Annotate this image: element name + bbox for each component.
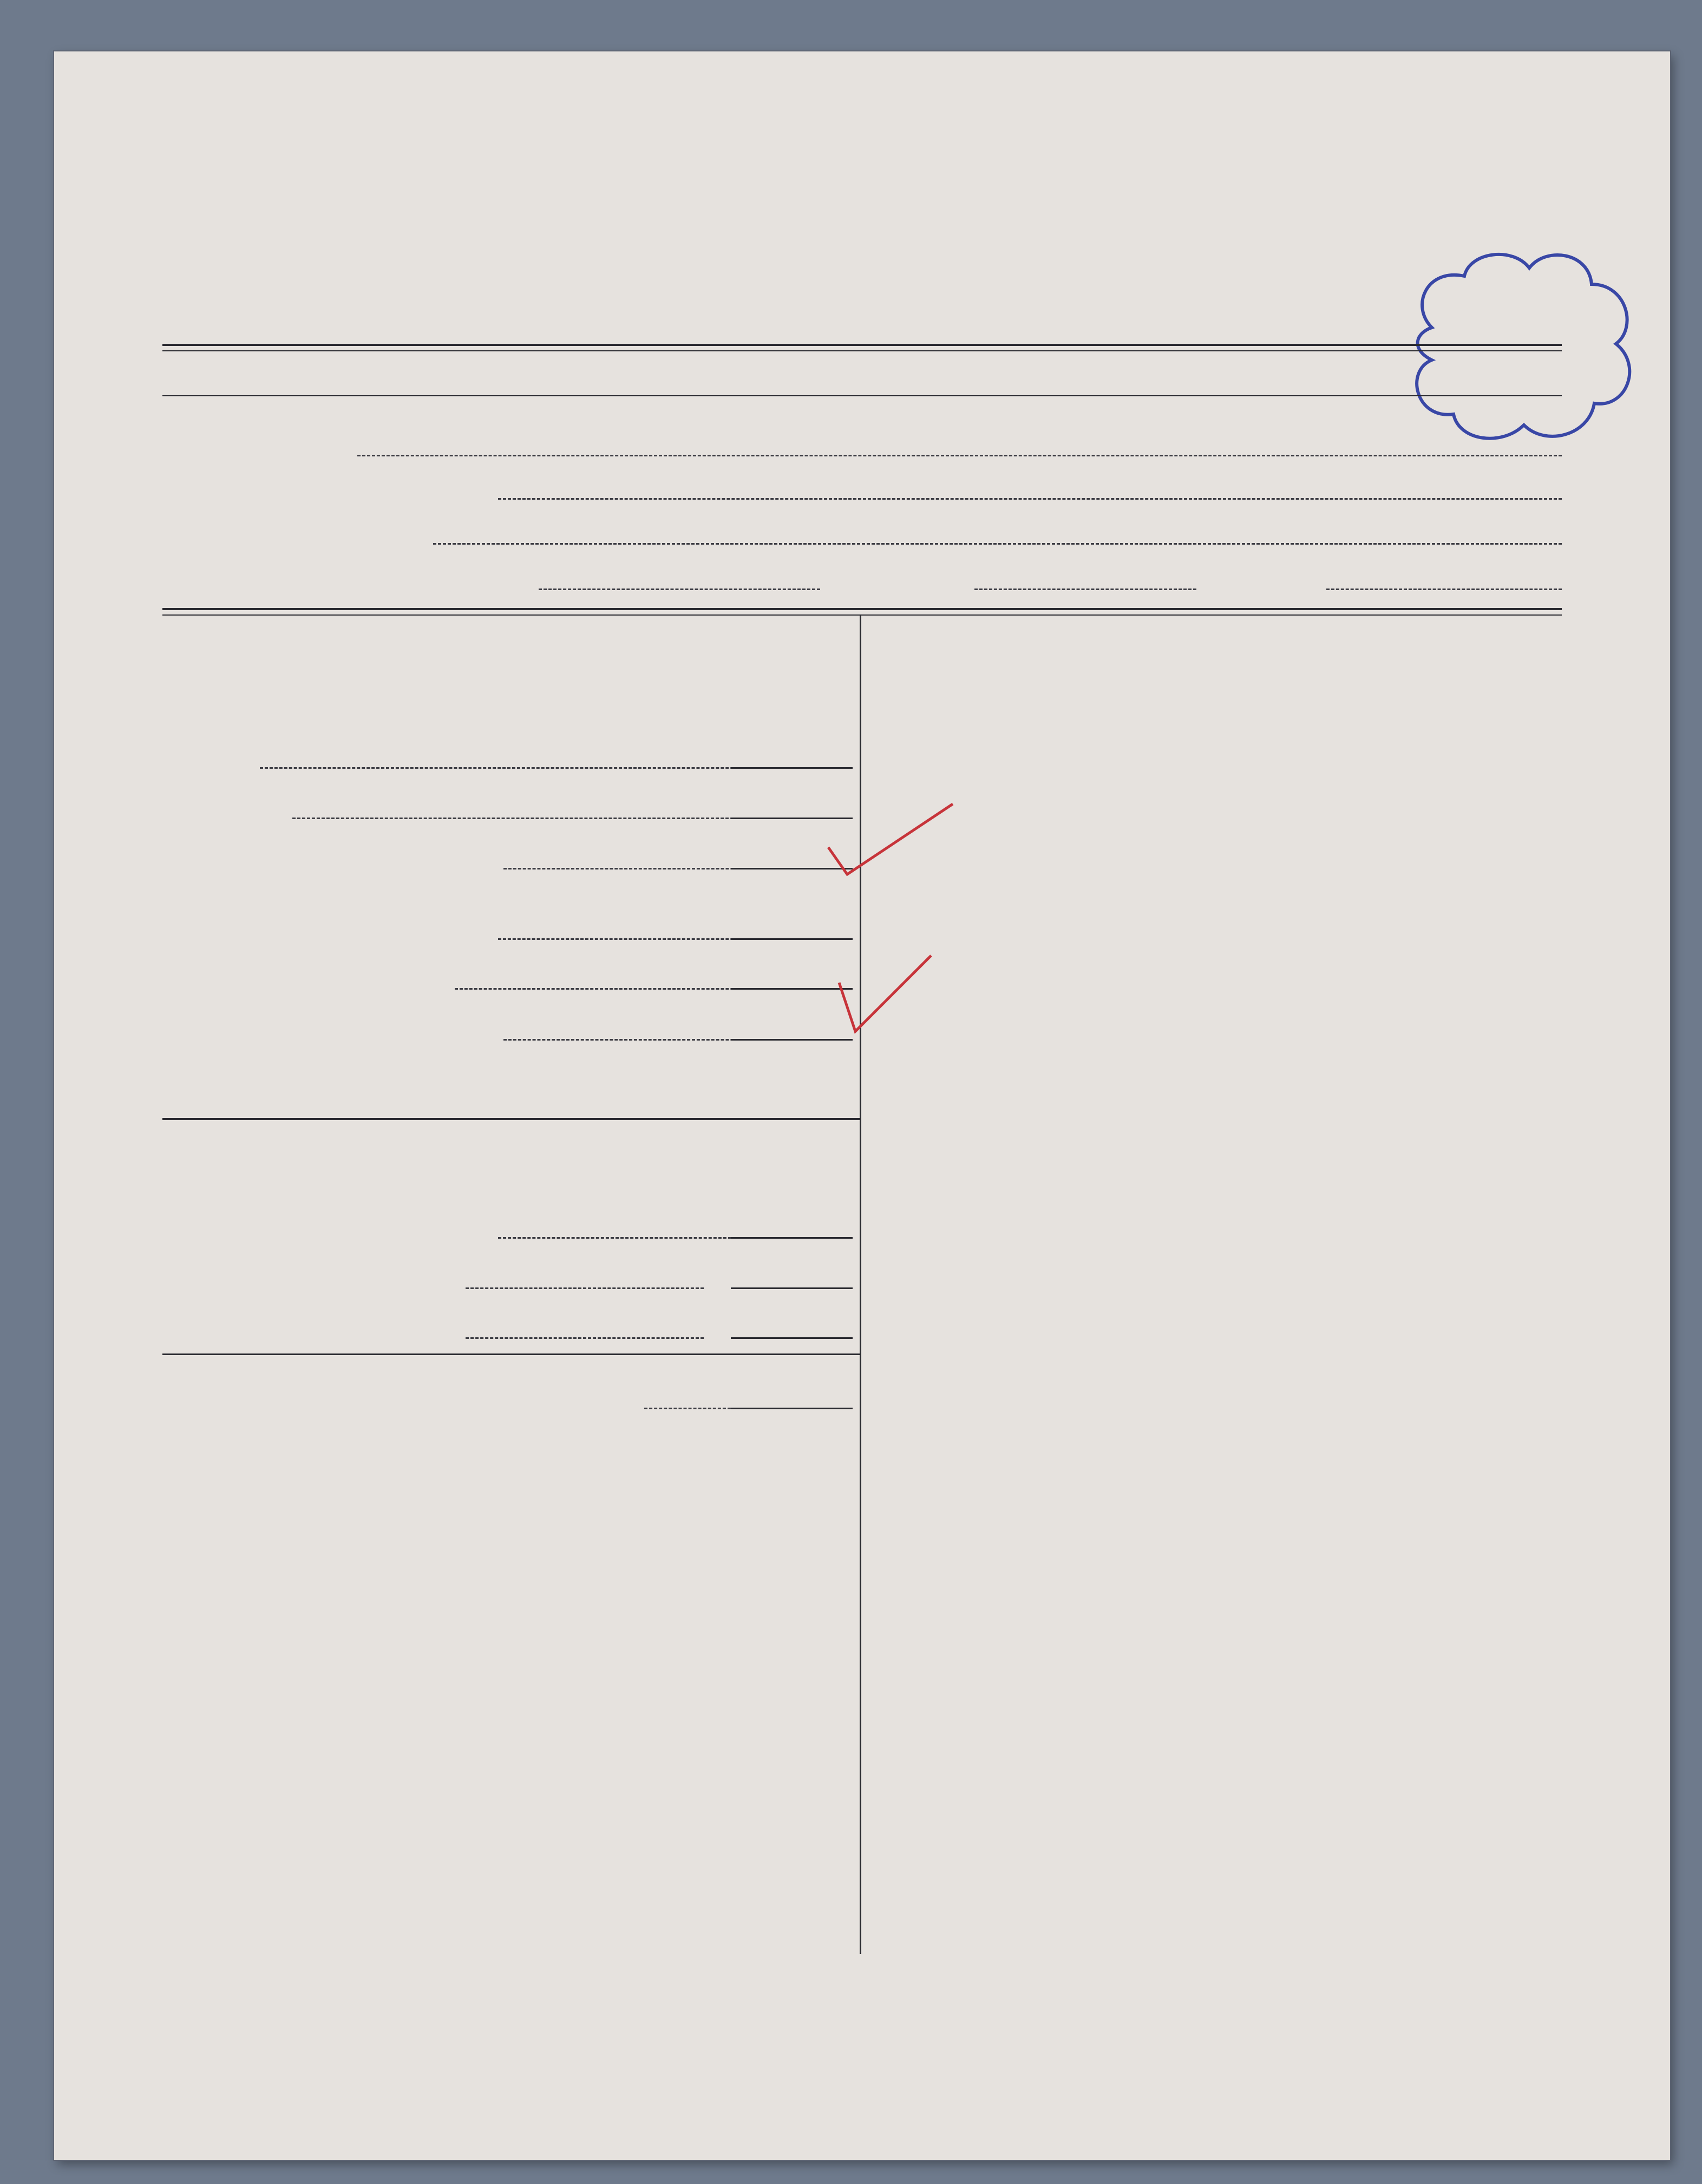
q5-line: [455, 988, 758, 990]
q2-line: [292, 818, 758, 819]
q7-line: [498, 1237, 736, 1239]
top-rule-thin: [162, 350, 1562, 351]
q6-answer-line: [731, 1039, 853, 1041]
membership-rule: [162, 1118, 860, 1120]
census-schedule-form: [54, 51, 1670, 2160]
ident-rule: [162, 608, 1562, 610]
q10-answer-line: [731, 1408, 853, 1409]
q9-line: [466, 1337, 704, 1339]
q6-line: [503, 1039, 758, 1041]
association-line: [498, 498, 1562, 500]
buildings-mid-rule: [162, 1353, 860, 1355]
church-name-line: [433, 543, 1562, 545]
top-rule: [162, 344, 1562, 346]
city-line: [539, 588, 820, 590]
denomination-line: [357, 455, 1562, 456]
ident-rule-thin: [162, 614, 1562, 616]
q4-answer-line: [731, 938, 853, 940]
state-line: [1326, 588, 1562, 590]
q3-check-mark: [823, 799, 964, 885]
instr-rule: [162, 395, 1562, 396]
q1-line: [260, 767, 758, 769]
q10-line: [644, 1408, 731, 1409]
q1-answer-line: [731, 767, 853, 769]
q7-answer-line: [731, 1237, 853, 1239]
q8-line: [466, 1287, 704, 1289]
county-line: [974, 588, 1196, 590]
q4-line: [498, 938, 758, 940]
q3-line: [503, 868, 758, 869]
q8-answer-line: [731, 1287, 853, 1289]
cc-stamp-cloud: [1389, 246, 1648, 452]
q9-answer-line: [731, 1337, 853, 1339]
q6-check-mark: [823, 950, 942, 1037]
